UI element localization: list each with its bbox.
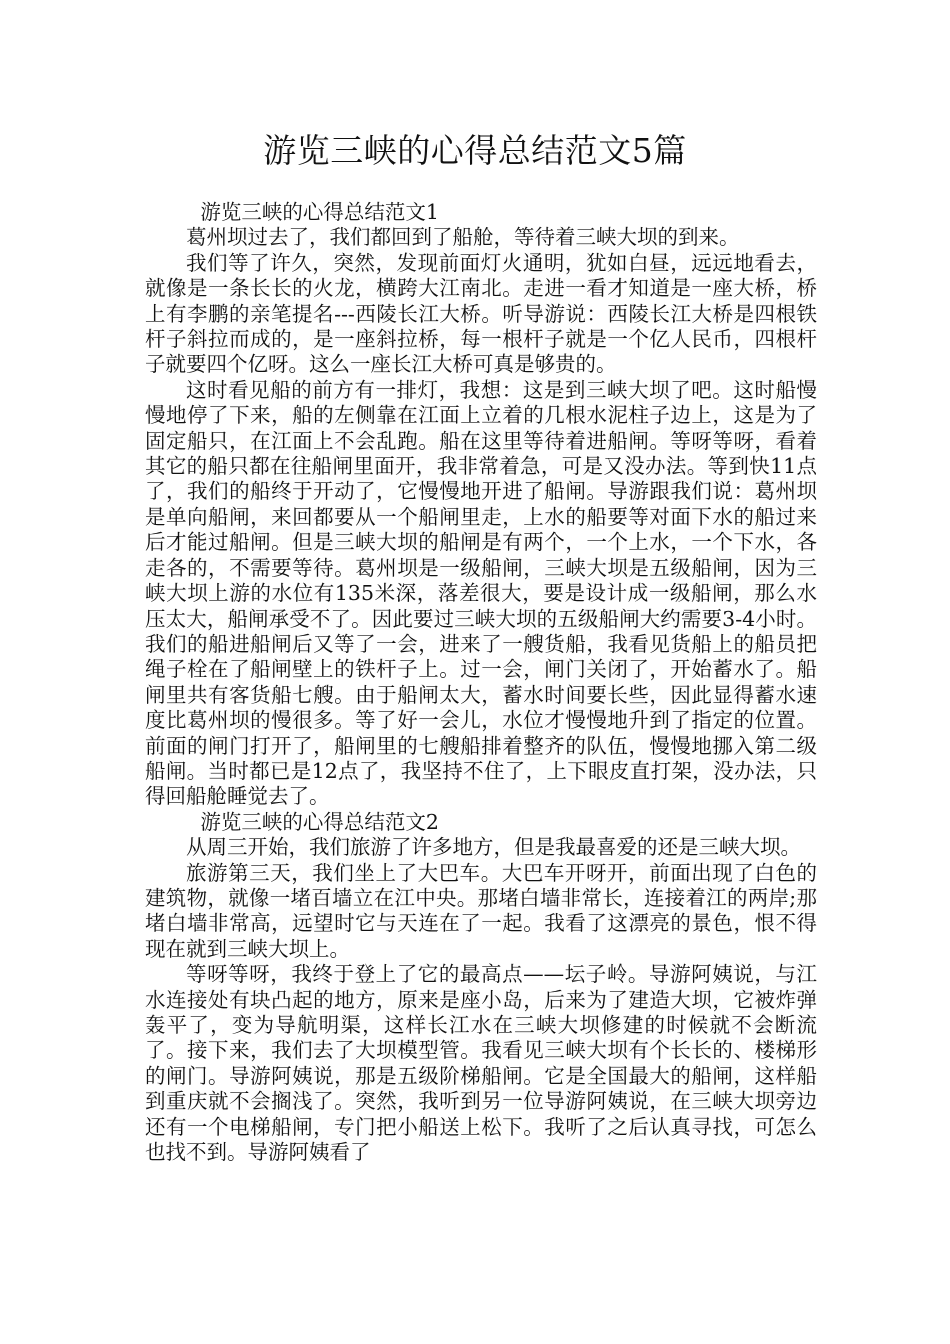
paragraph: 等呀等呀，我终于登上了它的最高点——坛子岭。导游阿姨说，与江水连接处有块凸起的地方，原来是座小岛，后来为了建造大坝，它被炸弹轰平了，变为导航明渠，这样长江水在三峡大坝修建的时候就不会断流了。接下来，我们去了大坝模型管。我看见三峡大坝有个长长的、楼梯形的闸门。导游阿姨说，那是五级阶梯船闸。它是全国最大的船闸，这样船到重庆就不会搁浅了。突然，我听到另一位导游阿姨说，在三峡大坝旁边还有一个电梯船闸，专门把小船送上松下。我听了之后认真寻找，可怎么也找不到。导游阿姨看了 — [145, 962, 817, 1165]
document-title: 游览三峡的心得总结范文5篇 — [263, 131, 687, 170]
paragraph: 我们等了许久，突然，发现前面灯火通明，犹如白昼，远远地看去，就像是一条长长的火龙，横跨大江南北。走进一看才知道是一座大桥，桥上有李鹏的亲笔提名---西陵长江大桥。听导游说：西陵长江大桥是四根铁杆子斜拉而成的，是一座斜拉桥，每一根杆子就是一个亿人民币，四根杆子就要四个亿呀。这么一座长江大桥可真是够贵的。 — [145, 250, 817, 377]
section-heading: 游览三峡的心得总结范文2 — [200, 809, 439, 834]
paragraph: 旅游第三天，我们坐上了大巴车。大巴车开呀开，前面出现了白色的建筑物，就像一堵百墙立在江中央。那堵白墙非常长，连接着江的两岸;那堵白墙非常高，远望时它与天连在了一起。我看了这漂亮的景色，恨不得现在就到三峡大坝上。 — [145, 860, 817, 961]
section-heading: 游览三峡的心得总结范文1 — [200, 200, 439, 224]
paragraph: 葛州坝过去了，我们都回到了船舱，等待着三峡大坝的到来。 — [186, 225, 740, 250]
paragraph: 这时看见船的前方有一排灯，我想：这是到三峡大坝了吧。这时船慢慢地停了下来，船的左侧靠在江面上立着的几根水泥柱子边上，这是为了固定船只，在江面上不会乱跑。船在这里等待着进船闸。等呀等呀，看着其它的船只都在往船闸里面开，我非常着急，可是又没办法。等到快11点了，我们的船终于开动了，它慢慢地开进了船闸。导游跟我们说：葛州坝是单向船闸，来回都要从一个船闸里走，上水的船要等对面下水的船过来后才能过船闸。但是三峡大坝的船闸是有两个，一个上水，一个下水，各走各的，不需要等待。葛州坝是一级船闸，三峡大坝是五级船闸，因为三峡大坝上游的水位有135米深，落差很大，要是设计成一级船闸，那么水压太大，船闸承受不了。因此要过三峡大坝的五级船闸大约需要3-4小时。我们的船进船闸后又等了一会，进来了一艘货船，我看见货船上的船员把绳子栓在了船闸壁上的铁杆子上。过一会，闸门关闭了，开始蓄水了。船闸里共有客货船七艘。由于船闸太大，蓄水时间要长些，因此显得蓄水速度比葛州坝的慢很多。等了好一会儿，水位才慢慢地升到了指定的位置。前面的闸门打开了，船闸里的七艘船排着整齐的队伍，慢慢地挪入第二级船闸。当时都已是12点了，我坚持不住了，上下眼皮直打架，没办法，只得回船舱睡觉去了。 — [145, 377, 817, 809]
paragraph: 从周三开始，我们旅游了许多地方，但是我最喜爱的还是三峡大坝。 — [186, 835, 801, 860]
document-body — [145, 200, 817, 1165]
